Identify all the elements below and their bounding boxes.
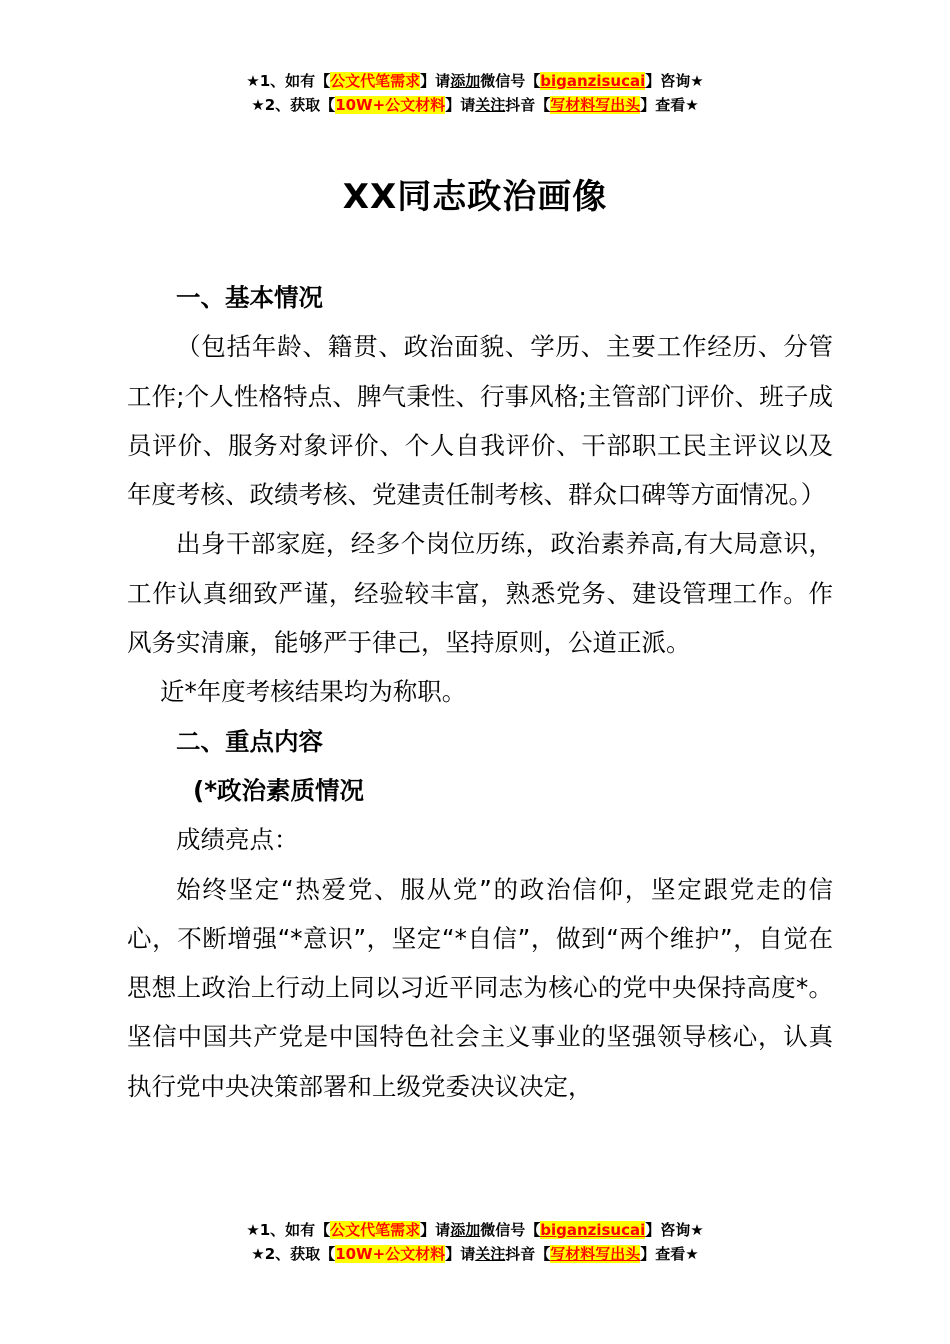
banner-text: ★2、获取【 — [251, 96, 336, 114]
banner-underlined: 关注 — [475, 1245, 506, 1263]
banner-douyin-name: 写材料写出头 — [550, 1245, 641, 1263]
banner-text: ★1、如有【 — [246, 72, 331, 90]
banner-highlight: 公文代笔需求 — [330, 72, 421, 90]
banner-text: 】咨询★ — [645, 72, 704, 90]
footer-banner — [0, 1218, 950, 1266]
banner-wechat-id: biganzisucai — [540, 1221, 646, 1239]
banner-text: 】查看★ — [640, 96, 699, 114]
paragraph-profile: 出身干部家庭，经多个岗位历练，政治素养高,有大局意识，工作认真细致严谨，经验较丰富，熟悉党务、建设管理工作。作风务实清廉，能够严于律己，坚持原则，公道正派。 — [127, 529, 833, 658]
banner-highlight: 公文代笔需求 — [330, 1221, 421, 1239]
banner-text: 】请 — [445, 1245, 476, 1263]
document-body — [127, 273, 833, 1111]
banner-text: 】请 — [420, 72, 451, 90]
banner-text: 微信号【 — [480, 1221, 541, 1239]
banner-douyin-name: 写材料写出头 — [550, 96, 641, 114]
banner-line-2 — [0, 1242, 950, 1266]
banner-text: 】请 — [445, 96, 476, 114]
section-heading-key-content: 二、重点内容 — [176, 726, 323, 756]
banner-text: 抖音【 — [505, 1245, 551, 1263]
banner-text: ★2、获取【 — [251, 1245, 336, 1263]
banner-underlined: 添加 — [450, 1221, 481, 1239]
label-highlights: 成绩亮点： — [176, 825, 299, 855]
banner-line-2 — [0, 93, 950, 117]
banner-text: ★1、如有【 — [246, 1221, 331, 1239]
banner-text: 】请 — [420, 1221, 451, 1239]
section-heading-basic-info: 一、基本情况 — [176, 283, 323, 312]
banner-text: 抖音【 — [505, 96, 551, 114]
banner-underlined: 添加 — [450, 72, 481, 90]
subsection-heading-political-quality: (*政治素质情况 — [193, 775, 365, 805]
banner-text: 微信号【 — [480, 72, 541, 90]
banner-underlined: 关注 — [475, 96, 506, 114]
paragraph-assessment: 近*年度考核结果均为称职。 — [160, 677, 467, 707]
paragraph-instructions: （包括年龄、籍贯、政治面貌、学历、主要工作经历、分管工作;个人性格特点、脾气秉性、行事风格;主管部门评价、班子成员评价、服务对象评价、个人自我评价、干部职工民主评议以及年度考核、政绩考核、党建责任制考核、群众口碑等方面情况。） — [127, 332, 833, 510]
paragraph-political-belief: 始终坚定“热爱党、服从党”的政治信仰，坚定跟党走的信心，不断增强“*意识”，坚定“*自信”，做到“两个维护”，自觉在思想上政治上行动上同以习近平同志为核心的党中央保持高度*。坚信中国共产党是中国特色社会主义事业的坚强领导核心，认真执行党中央决策部署和上级党委决议决定， — [127, 874, 833, 1101]
document-title: XX同志政治画像 — [342, 177, 608, 217]
banner-text: 】查看★ — [640, 1245, 699, 1263]
banner-line-1 — [0, 69, 950, 93]
header-banner — [0, 69, 950, 117]
banner-highlight: 10W+公文材料 — [335, 96, 446, 114]
banner-wechat-id: biganzisucai — [540, 72, 646, 90]
banner-highlight: 10W+公文材料 — [335, 1245, 446, 1263]
banner-text: 】咨询★ — [645, 1221, 704, 1239]
banner-line-1 — [0, 1218, 950, 1242]
